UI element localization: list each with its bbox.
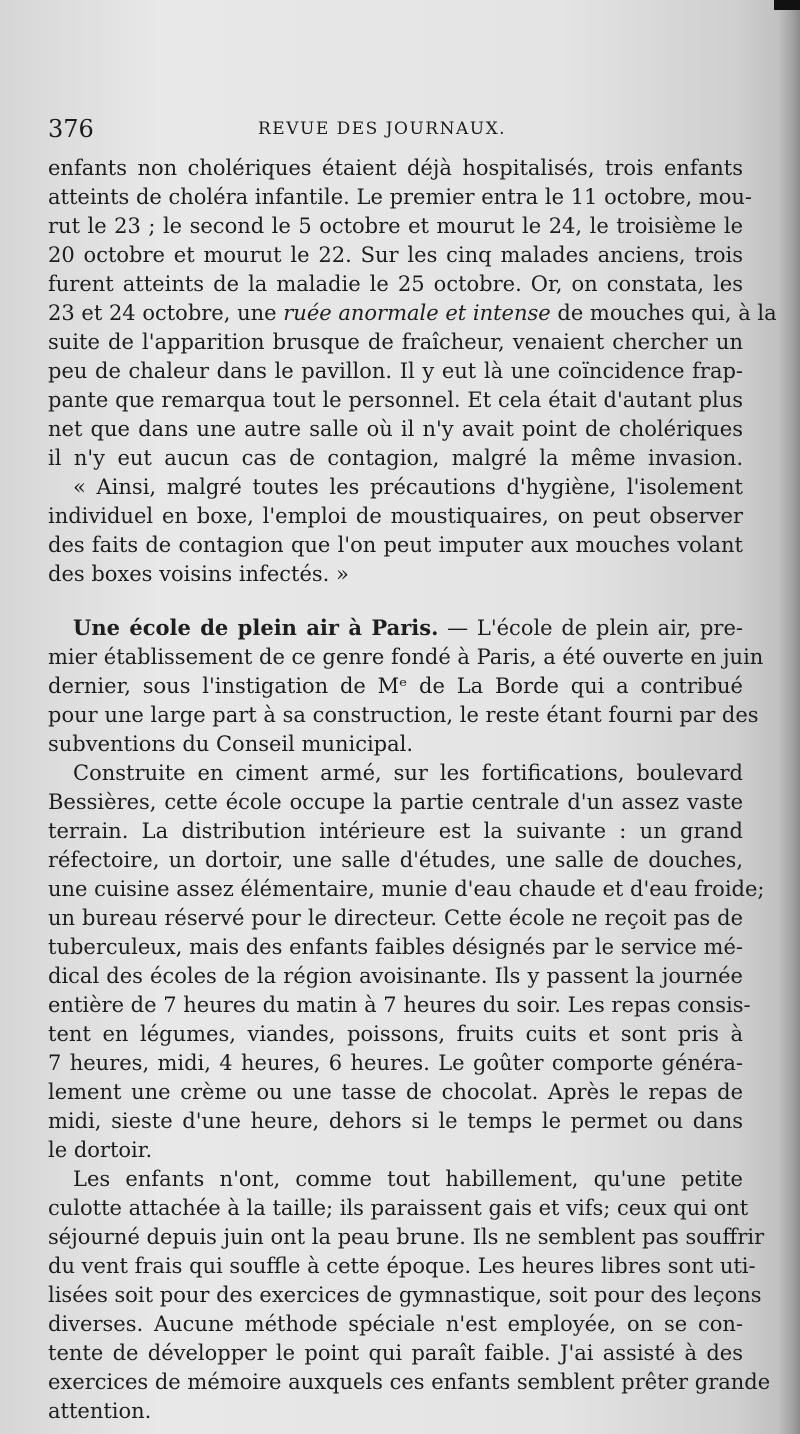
text-line: atteints de choléra infantile. Le premier entra le 11 octobre, mou- [48,185,753,209]
section-title: Une école de plein air à Paris. [73,615,439,640]
text-line: 23 et 24 octobre, une ruée anormale et intense de mouches qui, à la [48,301,777,325]
text-line: terrain. La distribution intérieure est la suivante : un grand [48,819,743,843]
text-line: furent atteints de la maladie le 25 octobre. Or, on constata, les [48,272,743,296]
text-line: pante que remarqua tout le personnel. Et cela était d'autant plus [48,388,743,412]
text-line: culotte attachée à la taille; ils paraissent gais et vifs; ceux qui ont [48,1196,749,1220]
text-line: lement une crème ou une tasse de chocolat. Après le repas de [48,1080,743,1104]
text-line: une cuisine assez élémentaire, munie d'eau chaude et d'eau froide; [48,877,765,901]
text-line: rut le 23 ; le second le 5 octobre et mourut le 24, le troisième le [48,214,743,238]
page-number: 376 [48,115,94,143]
text-line: midi, sieste d'une heure, dehors si le temps le permet ou dans [48,1109,743,1133]
text-line: des faits de contagion que l'on peut imputer aux mouches volant [48,533,743,557]
text-line: dical des écoles de la région avoisinante. Ils y passent la journée [48,964,743,988]
text-line: suite de l'apparition brusque de fraîcheur, venaient chercher un [48,330,743,354]
paragraph-building [48,759,765,1165]
text-line: tente de développer le point qui paraît faible. J'ai assisté à des [48,1341,743,1365]
text-line: un bureau réservé pour le directeur. Cette école ne reçoit pas de [48,906,743,930]
text-line: tent en légumes, viandes, poissons, fruits cuits et sont pris à [48,1022,743,1046]
text-line: exercices de mémoire auxquels ces enfants semblent prêter grande [48,1370,771,1394]
scan-corner-shadow [774,0,800,10]
text-line: le dortoir. [48,1138,153,1162]
text-line: des boxes voisins infectés. » [48,562,349,586]
text-line: Construite en ciment armé, sur les fortifications, boulevard [73,761,743,785]
text-line: dernier, sous l'instigation de Mᵉ de La Borde qui a contribué [48,674,743,698]
text-line: enfants non cholériques étaient déjà hospitalisés, trois enfants [48,156,743,180]
paragraph-quote [48,473,743,589]
text-line: peu de chaleur dans le pavillon. Il y eut là une coïncidence frap- [48,359,743,383]
section-lead-text: — L'école de plein air, pre- [438,616,743,640]
emphasis-text: ruée anormale et intense [283,301,551,325]
paragraph-cholera-continuation [48,154,777,473]
section-spacer [48,589,743,613]
text-line: pour une large part à sa construction, le reste étant fourni par des [48,703,759,727]
text-line: Les enfants n'ont, comme tout habillement, qu'une petite [73,1167,743,1191]
text-line: attention. [48,1399,152,1423]
section-open-air-school [48,613,764,759]
text-line: du vent frais qui souffle à cette époque. Les heures libres sont uti- [48,1254,756,1278]
text-line: il n'y eut aucun cas de contagion, malgré la même invasion. [48,446,743,470]
text-line: net que dans une autre salle où il n'y avait point de cholériques [48,417,743,441]
page-edge-shadow [778,0,800,1434]
text-line: 7 heures, midi, 4 heures, 6 heures. Le goûter comporte généra- [48,1051,743,1075]
text-line: entière de 7 heures du matin à 7 heures du soir. Les repas consis- [48,993,751,1017]
text-line: individuel en boxe, l'emploi de moustiquaires, on peut observer [48,504,743,528]
text-line: diverses. Aucune méthode spéciale n'est employée, on se con- [48,1312,743,1336]
body-text [48,154,777,1426]
paragraph-children [48,1165,771,1426]
text-line: réfectoire, un dortoir, une salle d'études, une salle de douches, [48,848,743,872]
text-line: Bessières, cette école occupe la partie centrale d'un assez vaste [48,790,743,814]
text-line: « Ainsi, malgré toutes les précautions d'hygiène, l'isolement [73,475,743,499]
text-line: 20 octobre et mourut le 22. Sur les cinq malades anciens, trois [48,243,743,267]
text-line: lisées soit pour des exercices de gymnastique, soit pour des leçons [48,1283,762,1307]
text-line: mier établissement de ce genre fondé à Paris, a été ouverte en juin [48,645,764,669]
page-header [48,115,738,145]
text-line: séjourné depuis juin ont la peau brune. Ils ne semblent pas souffrir [48,1225,765,1249]
running-head: REVUE DES JOURNAUX. [258,119,507,139]
text-line: subventions du Conseil municipal. [48,732,414,756]
section-lead-line [48,613,743,643]
text-line: tuberculeux, mais des enfants faibles désignés par le service mé- [48,935,743,959]
